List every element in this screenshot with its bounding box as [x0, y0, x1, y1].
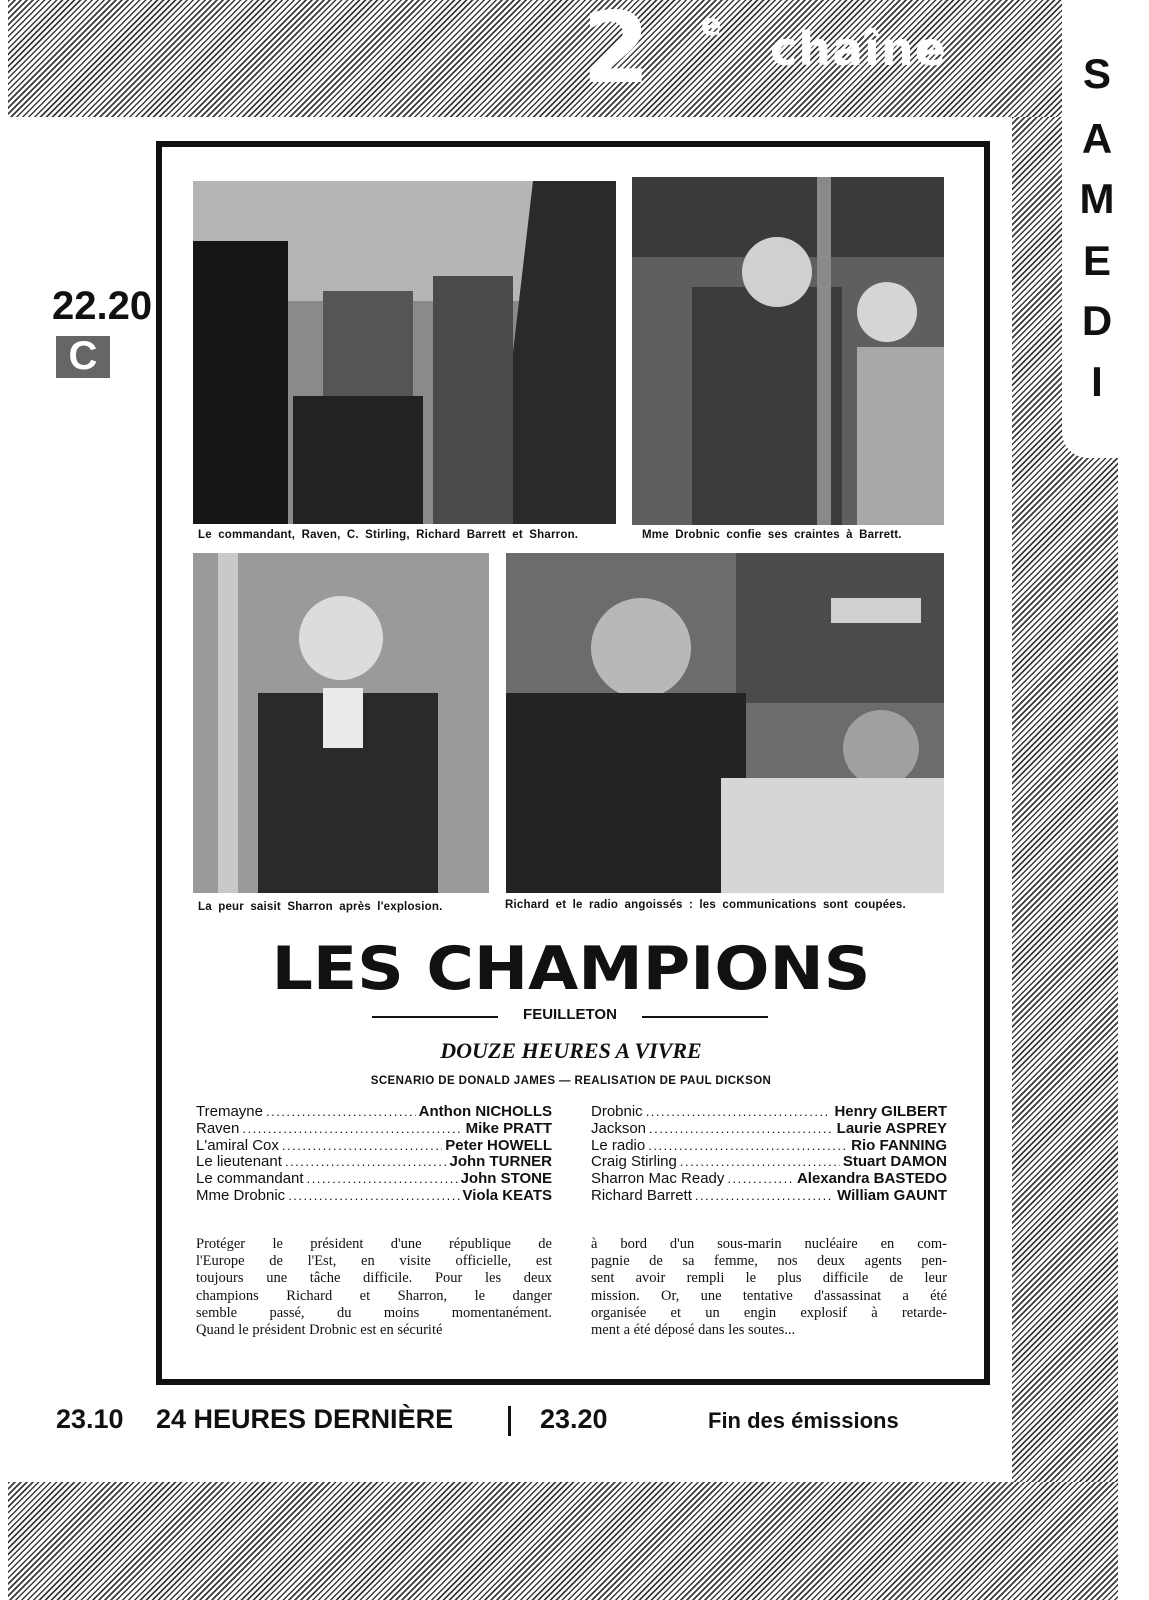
- cast-row: [196, 1187, 552, 1204]
- production-credits: SCENARIO DE DONALD JAMES — REALISATION DE PAUL DICKSON: [370, 1075, 772, 1087]
- synopsis-line: l'Europe de l'Est, en visite officielle, est: [196, 1253, 552, 1270]
- actor-last-name: GILBERT: [881, 1103, 947, 1120]
- program-start-time: 22.20: [52, 284, 153, 328]
- cast-role: Drobnic: [591, 1103, 643, 1120]
- news-title: 24 HEURES DERNIÈRE: [156, 1404, 454, 1434]
- hatched-footer-band: [8, 1482, 1118, 1600]
- schedule-separator: [508, 1406, 511, 1436]
- cast-row: [196, 1170, 552, 1187]
- photo-sharron: [193, 553, 489, 893]
- dot-leader: [288, 1188, 459, 1203]
- day-letter: E: [1082, 237, 1111, 284]
- actor-last-name: HOWELL: [487, 1136, 552, 1154]
- cast-role: Richard Barrett: [591, 1186, 692, 1204]
- end-time: 23.20: [540, 1404, 608, 1434]
- synopsis-line: champions Richard et Sharron, le danger: [196, 1287, 552, 1304]
- synopsis-line: organisée et un engin explosif à retarde-: [591, 1304, 947, 1321]
- actor-last-name: BASTEDO: [873, 1170, 947, 1188]
- cast-actor: [419, 1103, 552, 1120]
- cast-role: Le commandant: [196, 1170, 304, 1188]
- cast-actor: [449, 1153, 552, 1170]
- cast-role: Raven: [196, 1119, 240, 1137]
- cast-actor: [834, 1103, 947, 1120]
- cast-actor: [445, 1137, 552, 1154]
- cast-role: Le lieutenant: [196, 1153, 282, 1171]
- day-letter: D: [1081, 297, 1113, 344]
- cast-actor: [851, 1137, 947, 1154]
- actor-last-name: PRATT: [503, 1119, 552, 1137]
- actor-last-name: TURNER: [489, 1153, 552, 1171]
- schedule-footer: [56, 1404, 956, 1440]
- synopsis-right: [591, 1236, 947, 1339]
- actor-first-name: Peter: [445, 1136, 483, 1154]
- genre-label: FEUILLETON: [523, 1006, 617, 1023]
- dot-leader: [285, 1154, 447, 1169]
- news-time: 23.10: [56, 1404, 124, 1434]
- day-letter: I: [1091, 358, 1103, 405]
- dot-leader: [727, 1171, 794, 1186]
- cast-row: [591, 1137, 947, 1154]
- synopsis-line: Protéger le président d'une république de: [196, 1236, 552, 1252]
- dot-leader: [242, 1121, 462, 1136]
- end-label: Fin des émissions: [708, 1408, 899, 1433]
- color-broadcast-badge: [56, 336, 110, 378]
- cast-row: [591, 1170, 947, 1187]
- synopsis-line: mission. Or, une tentative d'assassinat a été: [591, 1287, 947, 1304]
- actor-last-name: NICHOLLS: [475, 1103, 552, 1120]
- photo-caption: Mme Drobnic confie ses craintes à Barrett.: [642, 529, 902, 541]
- cast-row: [196, 1137, 552, 1154]
- actor-first-name: John: [460, 1170, 497, 1188]
- channel-word: chaîne: [770, 22, 947, 76]
- cast-actor: [843, 1153, 947, 1170]
- cast-role: L'amiral Cox: [196, 1136, 279, 1154]
- genre-rule-right: [642, 1016, 768, 1018]
- actor-last-name: KEATS: [502, 1186, 552, 1204]
- actor-last-name: FANNING: [879, 1136, 947, 1154]
- cast-row: [196, 1153, 552, 1170]
- actor-first-name: Viola: [462, 1186, 499, 1204]
- actor-first-name: John: [449, 1153, 486, 1171]
- synopsis-line: semble passé, du moins momentanément.: [196, 1304, 552, 1321]
- channel-superscript: e: [701, 8, 722, 43]
- day-letter: S: [1082, 50, 1111, 97]
- show-title: LES CHAMPIONS: [271, 934, 871, 1004]
- channel-number: 2: [582, 0, 649, 106]
- photo-richard-radio: [506, 553, 944, 893]
- color-badge-letter: C: [68, 334, 98, 378]
- dot-leader: [695, 1188, 834, 1203]
- cast-actor: [837, 1187, 947, 1204]
- synopsis-line: sent avoir rempli le plus difficile de leur: [591, 1270, 947, 1287]
- actor-last-name: ASPREY: [885, 1119, 947, 1137]
- day-letter: M: [1079, 175, 1115, 222]
- actor-first-name: Anthon: [418, 1103, 472, 1120]
- dot-leader: [307, 1171, 458, 1186]
- dot-leader: [266, 1104, 416, 1119]
- actor-first-name: Henry: [834, 1103, 877, 1120]
- cast-role: Tremayne: [196, 1103, 263, 1120]
- cast-row: [591, 1103, 947, 1120]
- photo-caption: Le commandant, Raven, C. Stirling, Richard Barrett et Sharron.: [198, 529, 579, 541]
- photo-mme-drobnic: [632, 177, 944, 525]
- episode-title: DOUZE HEURES A VIVRE: [440, 1038, 702, 1063]
- cast-actor: [797, 1170, 947, 1187]
- genre-row: [372, 1006, 768, 1028]
- synopsis-left: [196, 1236, 552, 1339]
- cast-actor: [461, 1170, 552, 1187]
- cast-actor: [463, 1187, 552, 1204]
- cast-role: Le radio: [591, 1136, 646, 1154]
- cast-row: [591, 1153, 947, 1170]
- actor-last-name: DAMON: [890, 1153, 947, 1171]
- cast-actor: [466, 1120, 552, 1137]
- day-letter: A: [1081, 115, 1113, 162]
- cast-role: Sharron Mac Ready: [591, 1170, 725, 1188]
- actor-last-name: GAUNT: [893, 1186, 947, 1204]
- actor-last-name: STONE: [500, 1170, 552, 1188]
- dot-leader: [680, 1154, 840, 1169]
- dot-leader: [282, 1138, 442, 1153]
- actor-first-name: Stuart: [842, 1153, 887, 1171]
- actor-first-name: William: [837, 1186, 890, 1204]
- cast-role: Mme Drobnic: [196, 1186, 286, 1204]
- dot-leader: [646, 1104, 832, 1119]
- synopsis-line: toujours une tâche difficile. Pour les deux: [196, 1270, 552, 1287]
- cast-row: [196, 1120, 552, 1137]
- cast-role: Craig Stirling: [591, 1153, 677, 1171]
- cast-list-left: [196, 1103, 552, 1204]
- dot-leader: [649, 1121, 834, 1136]
- actor-first-name: Alexandra: [796, 1170, 870, 1188]
- hatched-header-band: [8, 0, 1118, 117]
- cast-row: [591, 1120, 947, 1137]
- photo-caption: Richard et le radio angoissés : les communications sont coupées.: [505, 899, 906, 911]
- photo-crew-group: [193, 181, 616, 524]
- dot-leader: [648, 1138, 848, 1153]
- photo-caption: La peur saisit Sharron après l'explosion.: [198, 901, 443, 913]
- synopsis-line: ment a été déposé dans les soutes...: [591, 1322, 796, 1339]
- synopsis-line: Quand le président Drobnic est en sécurité: [196, 1322, 443, 1339]
- actor-first-name: Mike: [465, 1119, 499, 1137]
- cast-role: Jackson: [591, 1119, 647, 1137]
- synopsis-line: pagnie de sa femme, nos deux agents pen-: [591, 1253, 947, 1270]
- cast-row: [196, 1103, 552, 1120]
- synopsis-line: à bord d'un sous-marin nucléaire en com-: [591, 1236, 947, 1252]
- cast-list-right: [591, 1103, 947, 1204]
- cast-actor: [837, 1120, 947, 1137]
- actor-first-name: Laurie: [836, 1119, 882, 1137]
- cast-row: [591, 1187, 947, 1204]
- actor-first-name: Rio: [851, 1136, 876, 1154]
